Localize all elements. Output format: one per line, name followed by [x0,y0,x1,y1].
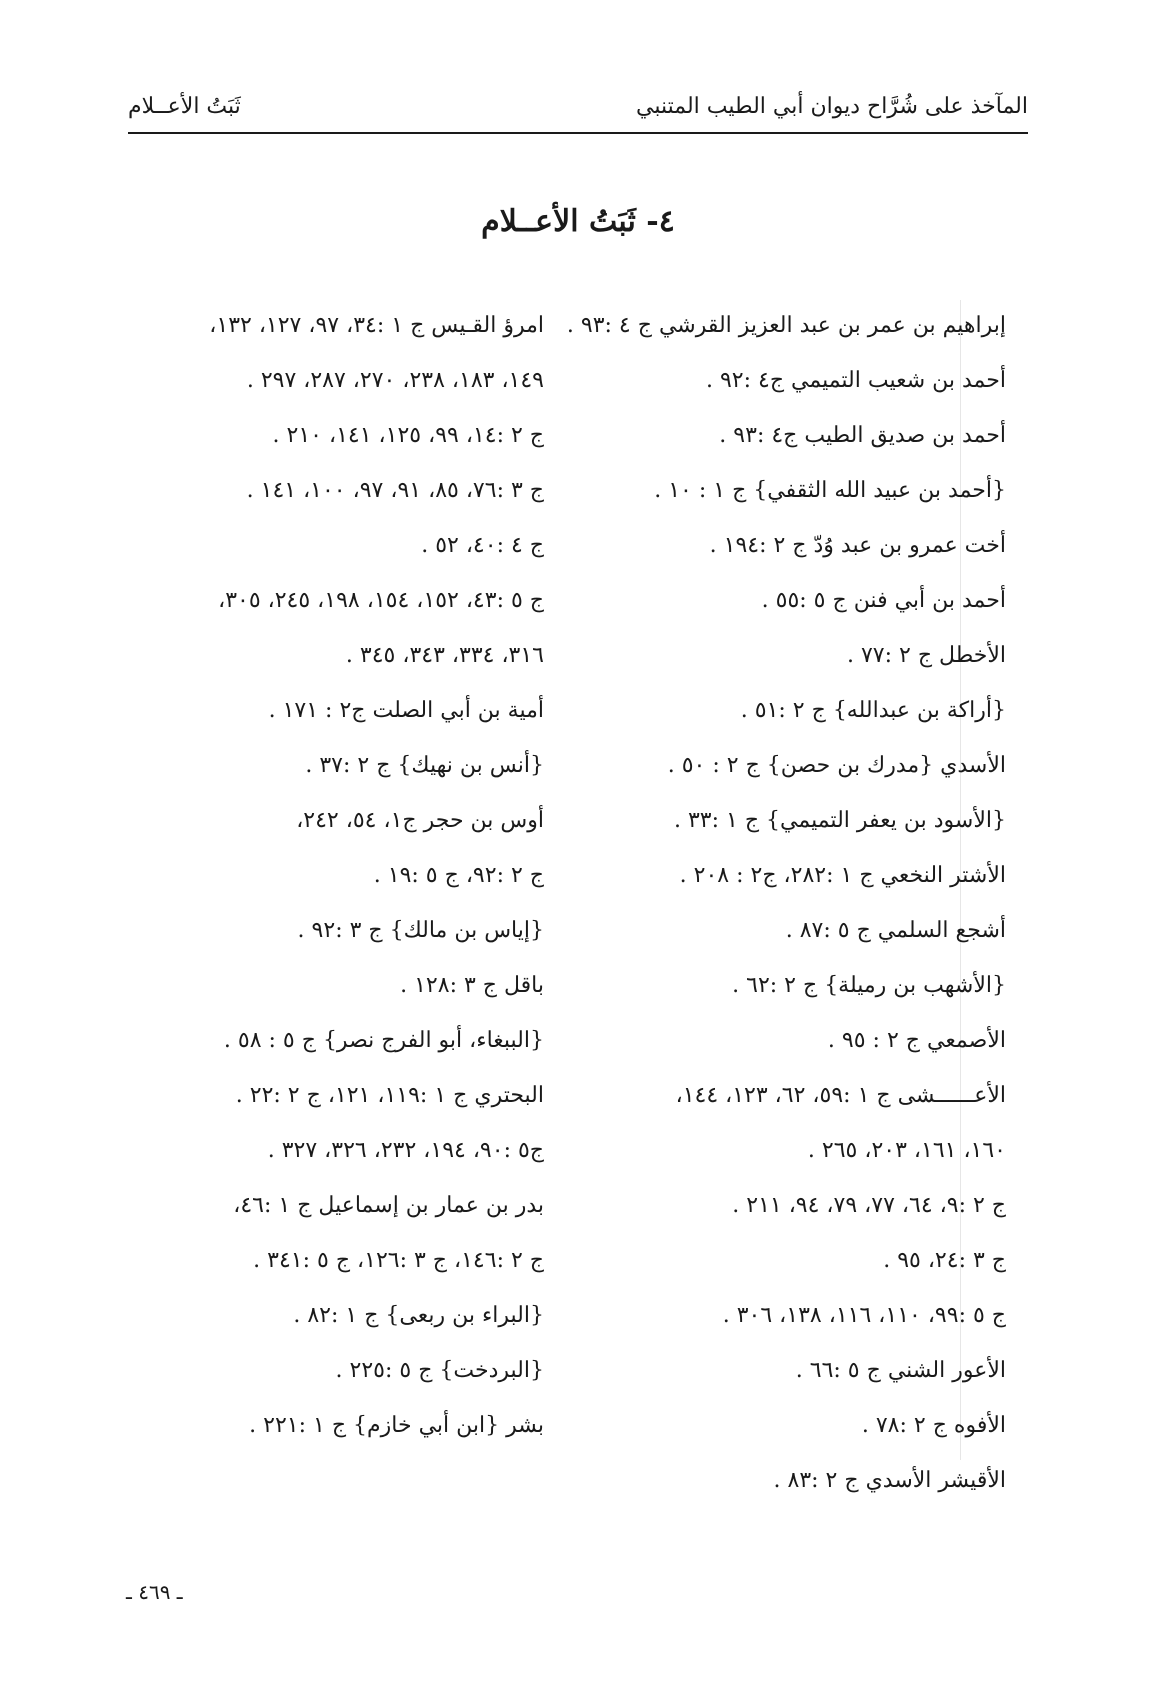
index-entry-continuation: ج ٣ :٢٤، ٩٥ . [883,1248,1006,1273]
index-entry: {البردخت} ج ٥ :٢٢٥ . [335,1358,544,1383]
index-entry-continuation: ٣١٦، ٣٣٤، ٣٤٣، ٣٤٥ . [345,643,544,668]
index-entry: باقل ج ٣ :١٢٨ . [400,973,544,998]
index-entry: الأصمعي ج ٢ : ٩٥ . [827,1028,1006,1053]
section-running-title: ثَبَتُ الأعــلام [128,94,241,119]
index-entry: أحمد بن أبي فنن ج ٥ :٥٥ . [761,588,1006,613]
index-entry: أحمد بن صديق الطيب ج٤ :٩٣ . [719,423,1006,448]
page-number: ـ ٤٦٩ ـ [126,1580,183,1604]
index-entry: {أراكة بن عبدالله} ج ٢ :٥١ . [740,698,1006,723]
index-column-left [124,298,544,1453]
index-entry-continuation: ج٥ :٩٠، ١٩٤، ٢٣٢، ٣٢٦، ٣٢٧ . [267,1138,544,1163]
index-entry-continuation: ج ٢ :٩، ٦٤، ٧٧، ٧٩، ٩٤، ٢١١ . [732,1193,1006,1218]
index-entry: إبراهيم بن عمر بن عبد العزيز القرشي ج ٤ :٩٣ . [566,313,1006,338]
index-entry: بدر بن عمار بن إسماعيل ج ١ :٤٦، [233,1193,544,1218]
book-title: المآخذ على شُرَّاح ديوان أبي الطيب المتنبي [636,94,1028,119]
index-entry-continuation: ج ٢ :١٤، ٩٩، ١٢٥، ١٤١، ٢١٠ . [272,423,544,448]
index-entry-continuation: ج ٢ :١٤٦، ج ٣ :١٢٦، ج ٥ :٣٤١ . [253,1248,544,1273]
index-entry: أخت عمرو بن عبد وُدّ ج ٢ :١٩٤ . [709,533,1006,558]
index-entry: الأعــــــشى ج ١ :٥٩، ٦٢، ١٢٣، ١٤٤، [675,1083,1006,1108]
index-entry-continuation: ١٤٩، ١٨٣، ٢٣٨، ٢٧٠، ٢٨٧، ٢٩٧ . [246,368,544,393]
index-entry: البحتري ج ١ :١١٩، ١٢١، ج ٢ :٢٢ . [235,1083,544,1108]
index-entry: الأفوه ج ٢ :٧٨ . [861,1413,1006,1438]
index-entry: الأخطل ج ٢ :٧٧ . [846,643,1006,668]
index-entry: الأقيشر الأسدي ج ٢ :٨٣ . [773,1468,1006,1493]
index-entry-continuation: ج ٥ :٤٣، ١٥٢، ١٥٤، ١٩٨، ٢٤٥، ٣٠٥، [218,588,544,613]
index-entry-continuation: ج ٣ :٧٦، ٨٥، ٩١، ٩٧، ١٠٠، ١٤١ . [246,478,544,503]
index-entry: أشجع السلمي ج ٥ :٨٧ . [785,918,1006,943]
index-entry: {إياس بن مالك} ج ٣ :٩٢ . [297,918,544,943]
index-entry-continuation: ١٦٠، ١٦١، ٢٠٣، ٢٦٥ . [807,1138,1006,1163]
index-entry-continuation: ج ٥ :٩٩، ١١٠، ١١٦، ١٣٨، ٣٠٦ . [722,1303,1006,1328]
index-column-right [566,298,1006,1508]
index-entry: أحمد بن شعيب التميمي ج٤ :٩٢ . [705,368,1006,393]
index-entry: {الببغاء، أبو الفرج نصر} ج ٥ : ٥٨ . [223,1028,544,1053]
index-entry: امرؤ القـيس ج ١ :٣٤، ٩٧، ١٢٧، ١٣٢، [209,313,544,338]
section-title: ٤- ثَبَتُ الأعــلام [481,204,675,239]
index-entry: الأشتر النخعي ج ١ :٢٨٢، ج٢ : ٢٠٨ . [679,863,1006,888]
index-entry: أمية بن أبي الصلت ج٢ : ١٧١ . [268,698,544,723]
running-header [128,88,1028,134]
index-entry: {أنس بن نهيك} ج ٢ :٣٧ . [305,753,544,778]
index-entry: الأسدي {مدرك بن حصن} ج ٢ : ٥٠ . [667,753,1006,778]
index-entry: {الأسود بن يعفر التميمي} ج ١ :٣٣ . [673,808,1006,833]
index-entry: بشر {ابن أبي خازم} ج ١ :٢٢١ . [249,1413,544,1438]
index-entry-continuation: ج ٢ :٩٢، ج ٥ :١٩ . [373,863,544,888]
index-entry: {الأشهب بن رميلة} ج ٢ :٦٢ . [732,973,1006,998]
index-entry-continuation: ج ٤ :٤٠، ٥٢ . [421,533,544,558]
index-entry: {أحمد بن عبيد الله الثقفي} ج ١ : ١٠ . [654,478,1006,503]
index-entry: أوس بن حجر ج١، ٥٤، ٢٤٢، [296,808,544,833]
index-entry: {البراء بن ربعى} ج ١ :٨٢ . [293,1303,544,1328]
index-entry: الأعور الشني ج ٥ :٦٦ . [795,1358,1006,1383]
